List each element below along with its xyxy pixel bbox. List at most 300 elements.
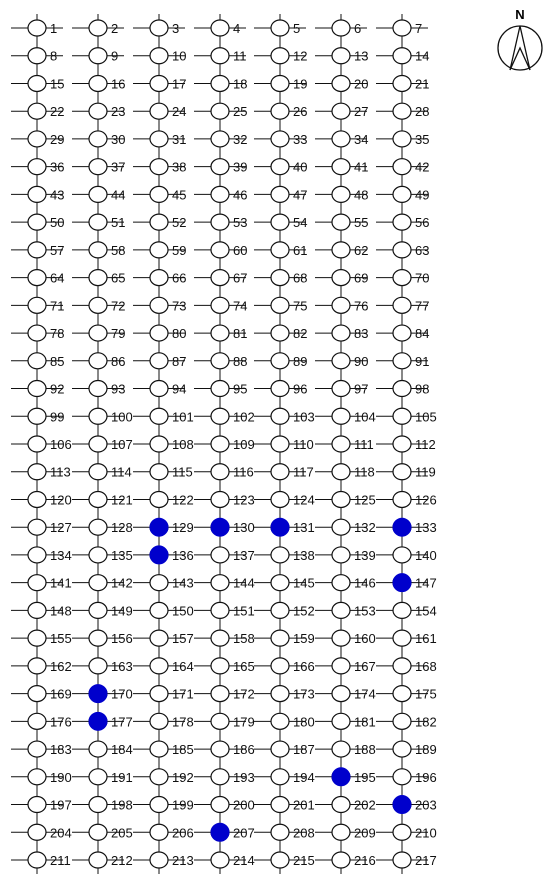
position-label: 35 [415, 131, 430, 147]
grid-position-47 [254, 186, 307, 202]
position-node [271, 491, 289, 507]
position-node [211, 242, 229, 258]
grid-position-37 [72, 159, 125, 175]
position-node [28, 353, 46, 369]
grid-position-49 [376, 186, 429, 202]
grid-position-44 [72, 186, 125, 202]
position-node [271, 381, 289, 397]
grid-position-182 [376, 713, 437, 729]
position-node [332, 464, 350, 480]
position-node [150, 852, 168, 868]
grid-position-92 [11, 381, 64, 397]
position-node [211, 131, 229, 147]
position-label: 11 [233, 48, 247, 64]
position-label: 70 [415, 270, 430, 286]
grid-position-150 [133, 602, 194, 618]
position-label: 22 [50, 104, 65, 120]
position-label: 40 [293, 159, 308, 175]
grid-position-114 [72, 464, 132, 480]
position-label: 149 [111, 603, 133, 619]
grid-position-6 [315, 20, 367, 36]
grid-position-1 [11, 20, 63, 36]
position-node [393, 852, 411, 868]
grid-position-208 [254, 824, 315, 840]
position-label: 30 [111, 131, 126, 147]
grid-position-77 [376, 297, 429, 313]
position-label: 215 [293, 853, 315, 868]
grid-position-132 [315, 519, 376, 535]
position-label: 71 [50, 298, 65, 314]
grid-position-158 [194, 630, 255, 646]
grid-position-209 [315, 824, 376, 840]
grid-position-105 [376, 408, 437, 424]
position-node [28, 797, 46, 813]
grid-position-119 [376, 464, 436, 480]
position-node [332, 353, 350, 369]
grid-position-76 [315, 297, 368, 313]
position-node [332, 75, 350, 91]
position-node [28, 186, 46, 202]
position-label: 109 [233, 437, 255, 452]
position-label: 124 [293, 492, 315, 508]
position-label: 85 [50, 353, 65, 369]
position-label: 103 [293, 409, 315, 425]
highlighted-markers [89, 518, 411, 841]
grid-position-23 [72, 103, 125, 119]
position-label: 41 [354, 159, 369, 175]
grid-position-38 [133, 159, 186, 175]
position-label: 182 [415, 714, 437, 730]
highlight-marker-195 [332, 768, 350, 786]
position-label: 74 [233, 298, 248, 314]
grid-position-69 [315, 270, 368, 286]
position-label: 137 [233, 547, 255, 563]
highlight-marker-129 [150, 518, 168, 536]
position-label: 16 [111, 76, 126, 92]
position-node [271, 270, 289, 286]
position-label: 179 [233, 714, 255, 730]
position-node [332, 519, 350, 535]
position-node [332, 270, 350, 286]
highlight-marker-147 [393, 574, 411, 592]
position-label: 5 [293, 21, 301, 36]
grid-position-171 [133, 686, 194, 702]
position-node [332, 325, 350, 341]
grid-position-95 [194, 381, 247, 397]
position-node [89, 20, 107, 36]
position-label: 94 [172, 381, 187, 397]
grid-position-188 [315, 741, 376, 757]
grid-position-120 [11, 491, 72, 507]
position-label: 115 [172, 464, 193, 480]
grid-position-53 [194, 214, 247, 230]
position-label: 54 [293, 215, 308, 231]
position-label: 28 [415, 104, 430, 120]
position-node [271, 186, 289, 202]
position-label: 153 [354, 603, 376, 619]
position-label: 21 [415, 76, 430, 92]
position-node [89, 491, 107, 507]
grid-position-117 [254, 464, 314, 480]
position-node [150, 408, 168, 424]
position-label: 66 [172, 270, 187, 286]
grid-position-107 [72, 436, 133, 452]
position-label: 110 [293, 437, 314, 452]
position-node [393, 270, 411, 286]
position-label: 156 [111, 631, 133, 647]
position-node [271, 48, 289, 64]
position-label: 95 [233, 381, 248, 397]
position-label: 163 [111, 658, 133, 674]
position-label: 9 [111, 48, 119, 64]
position-label: 119 [415, 464, 436, 480]
position-node [89, 602, 107, 618]
position-label: 172 [233, 686, 255, 702]
position-label: 39 [233, 159, 248, 175]
position-node [150, 630, 168, 646]
grid-position-74 [194, 297, 247, 313]
position-node [393, 408, 411, 424]
position-node [332, 159, 350, 175]
position-node [211, 630, 229, 646]
grid-position-82 [254, 325, 307, 341]
grid-position-12 [254, 48, 307, 64]
position-label: 159 [293, 631, 315, 647]
position-label: 7 [415, 21, 423, 36]
grid-position-13 [315, 48, 368, 64]
position-label: 211 [50, 853, 71, 868]
position-label: 6 [354, 21, 362, 36]
position-label: 217 [415, 853, 437, 868]
grid-position-113 [11, 464, 71, 480]
position-label: 48 [354, 187, 369, 203]
grid-position-148 [11, 602, 72, 618]
position-node [393, 20, 411, 36]
position-node [271, 713, 289, 729]
position-label: 100 [111, 409, 133, 425]
grid-position-145 [254, 575, 315, 591]
grid-position-154 [376, 602, 437, 618]
grid-position-35 [376, 131, 429, 147]
position-label: 62 [354, 242, 369, 258]
position-node [28, 75, 46, 91]
grid-position-155 [11, 630, 72, 646]
highlight-marker-131 [271, 518, 289, 536]
grid-position-135 [72, 547, 133, 563]
position-node [28, 491, 46, 507]
position-node [211, 270, 229, 286]
position-node [28, 464, 46, 480]
grid-position-70 [376, 270, 429, 286]
position-node [28, 297, 46, 313]
position-node [211, 436, 229, 452]
grid-position-199 [133, 797, 194, 813]
position-node [332, 741, 350, 757]
position-label: 38 [172, 159, 187, 175]
grid-position-118 [315, 464, 375, 480]
grid-position-211 [11, 852, 71, 868]
position-node [211, 214, 229, 230]
position-label: 169 [50, 686, 72, 702]
grid-position-73 [133, 297, 186, 313]
position-node [393, 242, 411, 258]
position-label: 120 [50, 492, 72, 508]
position-label: 167 [354, 658, 376, 674]
position-label: 188 [354, 742, 376, 758]
position-label: 205 [111, 825, 133, 841]
position-label: 193 [233, 769, 255, 785]
position-node [28, 159, 46, 175]
position-label: 183 [50, 742, 72, 758]
grid-position-29 [11, 131, 64, 147]
position-node [150, 131, 168, 147]
grid-position-30 [72, 131, 125, 147]
position-node [89, 797, 107, 813]
position-label: 69 [354, 270, 369, 286]
position-node [211, 20, 229, 36]
highlight-marker-130 [211, 518, 229, 536]
position-node [332, 242, 350, 258]
position-label: 176 [50, 714, 72, 730]
position-node [332, 713, 350, 729]
grid-position-51 [72, 214, 125, 230]
position-node [150, 464, 168, 480]
grid-position-169 [11, 686, 72, 702]
grid-position-122 [133, 491, 194, 507]
grid-position-99 [11, 408, 64, 424]
position-label: 91 [415, 353, 430, 369]
position-label: 197 [50, 797, 72, 813]
position-label: 25 [233, 104, 248, 120]
grid-position-96 [254, 381, 307, 397]
position-label: 13 [354, 48, 369, 64]
position-label: 72 [111, 298, 126, 314]
position-label: 87 [172, 353, 187, 369]
grid-position-140 [376, 547, 437, 563]
position-node [332, 547, 350, 563]
highlight-marker-207 [211, 823, 229, 841]
position-node [28, 214, 46, 230]
position-node [211, 48, 229, 64]
position-node [89, 741, 107, 757]
grid-position-85 [11, 353, 64, 369]
position-label: 34 [354, 131, 369, 147]
position-node [332, 575, 350, 591]
position-label: 134 [50, 547, 72, 563]
position-node [150, 242, 168, 258]
position-node [211, 852, 229, 868]
position-label: 187 [293, 742, 315, 758]
position-node [271, 464, 289, 480]
position-label: 133 [415, 520, 437, 536]
grid-position-14 [376, 48, 429, 64]
position-label: 202 [354, 797, 376, 813]
position-label: 190 [50, 769, 72, 785]
position-node [332, 602, 350, 618]
position-node [211, 381, 229, 397]
position-label: 195 [354, 769, 376, 785]
position-label: 46 [233, 187, 248, 203]
grid-position-24 [133, 103, 186, 119]
grid-position-162 [11, 658, 72, 674]
position-node [332, 491, 350, 507]
grid-position-56 [376, 214, 429, 230]
grid-position-215 [254, 852, 315, 868]
position-node [150, 186, 168, 202]
grid-position-63 [376, 242, 429, 258]
position-label: 191 [111, 769, 133, 785]
grid-position-196 [376, 769, 437, 785]
position-label: 45 [172, 187, 187, 203]
position-label: 98 [415, 381, 430, 397]
position-node [332, 381, 350, 397]
position-node [271, 242, 289, 258]
position-label: 61 [293, 242, 308, 258]
position-label: 145 [293, 575, 315, 591]
position-node [332, 436, 350, 452]
position-node [332, 630, 350, 646]
position-node [89, 852, 107, 868]
position-node [150, 381, 168, 397]
position-node [271, 824, 289, 840]
position-label: 112 [415, 437, 436, 452]
position-node [150, 797, 168, 813]
position-label: 14 [415, 48, 430, 64]
position-label: 126 [415, 492, 437, 508]
grid-position-79 [72, 325, 125, 341]
position-label: 42 [415, 159, 430, 175]
position-label: 209 [354, 825, 376, 841]
grid-position-173 [254, 686, 315, 702]
grid-position-149 [72, 602, 133, 618]
position-label: 59 [172, 242, 187, 258]
grid-position-212 [72, 852, 133, 868]
grid-position-146 [315, 575, 376, 591]
position-grid [11, 14, 437, 874]
position-label: 10 [172, 48, 187, 64]
position-label: 15 [50, 76, 65, 92]
grid-position-18 [194, 75, 247, 91]
position-label: 186 [233, 742, 255, 758]
position-label: 168 [415, 658, 437, 674]
grid-position-83 [315, 325, 368, 341]
position-node [150, 658, 168, 674]
grid-position-17 [133, 75, 186, 91]
position-node [89, 658, 107, 674]
position-label: 67 [233, 270, 248, 286]
position-node [28, 20, 46, 36]
position-node [393, 159, 411, 175]
position-label: 50 [50, 215, 65, 231]
grid-position-20 [315, 75, 368, 91]
grid-position-181 [315, 713, 376, 729]
grid-position-193 [194, 769, 255, 785]
grid-position-86 [72, 353, 125, 369]
grid-position-213 [133, 852, 194, 868]
position-node [150, 353, 168, 369]
position-node [271, 353, 289, 369]
position-node [150, 491, 168, 507]
position-node [89, 186, 107, 202]
position-node [150, 824, 168, 840]
position-node [28, 824, 46, 840]
position-node [211, 325, 229, 341]
position-node [89, 325, 107, 341]
position-label: 81 [233, 326, 248, 342]
grid-position-54 [254, 214, 307, 230]
position-label: 76 [354, 298, 369, 314]
position-node [393, 824, 411, 840]
grid-position-172 [194, 686, 255, 702]
position-label: 139 [354, 547, 376, 563]
position-node [332, 131, 350, 147]
grid-position-31 [133, 131, 186, 147]
position-label: 17 [172, 76, 187, 92]
grid-position-50 [11, 214, 64, 230]
grid-position-176 [11, 713, 72, 729]
grid-position-88 [194, 353, 247, 369]
grid-position-210 [376, 824, 437, 840]
position-label: 174 [354, 686, 376, 702]
grid-position-152 [254, 602, 315, 618]
position-node [332, 852, 350, 868]
grid-position-138 [254, 547, 315, 563]
position-node [271, 686, 289, 702]
position-label: 23 [111, 104, 126, 120]
position-node [28, 630, 46, 646]
grid-position-175 [376, 686, 437, 702]
position-label: 123 [233, 492, 255, 508]
highlight-marker-136 [150, 546, 168, 564]
grid-position-27 [315, 103, 368, 119]
grid-position-111 [315, 436, 374, 452]
position-node [393, 547, 411, 563]
position-node [89, 464, 107, 480]
position-node [393, 186, 411, 202]
position-node [150, 602, 168, 618]
position-label: 204 [50, 825, 72, 841]
position-node [150, 436, 168, 452]
grid-position-197 [11, 797, 72, 813]
grid-position-153 [315, 602, 376, 618]
grid-position-60 [194, 242, 247, 258]
position-node [150, 20, 168, 36]
position-label: 192 [172, 769, 194, 785]
position-label: 77 [415, 298, 430, 314]
grid-position-3 [133, 20, 185, 36]
grid-position-201 [254, 797, 315, 813]
position-node [150, 159, 168, 175]
grid-position-10 [133, 48, 186, 64]
position-node [211, 547, 229, 563]
position-label: 93 [111, 381, 126, 397]
position-node [393, 741, 411, 757]
grid-position-142 [72, 575, 133, 591]
grid-position-190 [11, 769, 72, 785]
position-node [211, 797, 229, 813]
grid-position-116 [194, 464, 254, 480]
position-node [150, 75, 168, 91]
position-label: 64 [50, 270, 65, 286]
position-node [28, 519, 46, 535]
grid-position-22 [11, 103, 64, 119]
position-node [89, 242, 107, 258]
position-node [332, 797, 350, 813]
position-label: 160 [354, 631, 376, 647]
position-node [89, 103, 107, 119]
position-node [28, 242, 46, 258]
position-node [271, 575, 289, 591]
